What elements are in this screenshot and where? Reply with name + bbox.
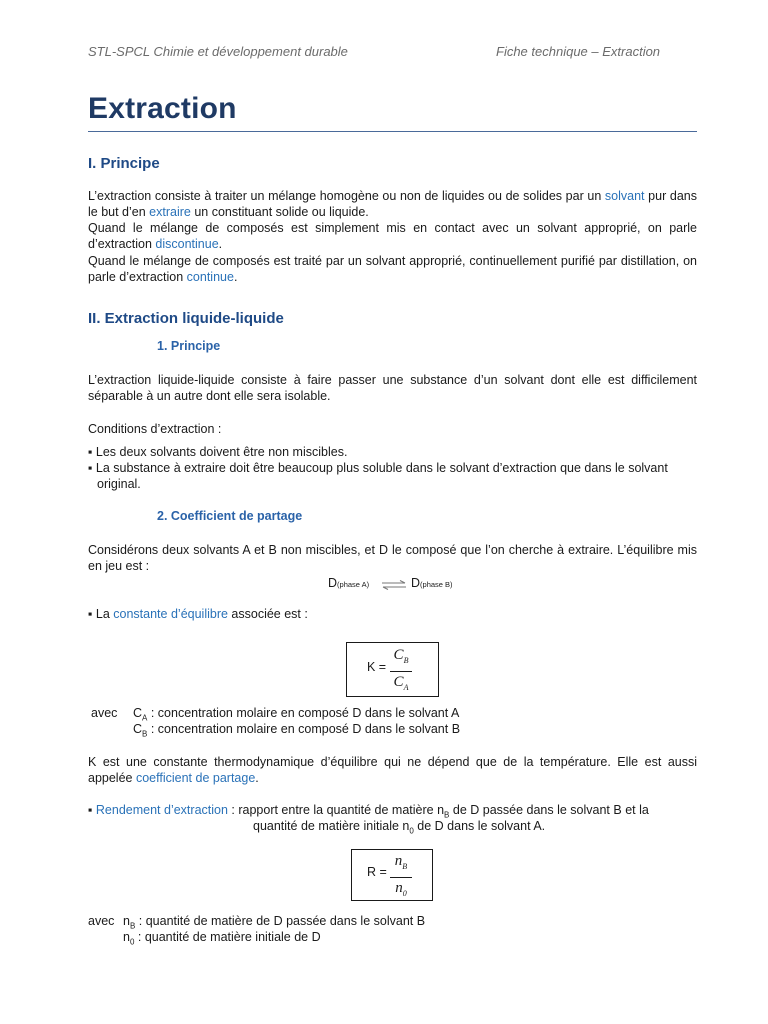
equilibrium-arrows-icon — [381, 577, 407, 595]
ca-definition: $C_A$ : concentration molaire en composé D dans le solvant A — [133, 706, 460, 723]
term-coefficient-partage: coefficient de partage — [135, 771, 256, 786]
section-2-paragraph-2: Considérons deux solvants A et B non miscibles, et D le composé que l’on cherche à extraire. L’équilibre mis en jeu est : — [88, 543, 697, 574]
condition-bullet-1: ▪ Les deux solvants doivent être non miscibles. — [88, 445, 348, 459]
k-intro: ▪ La constante d’équilibre associée est : — [88, 607, 308, 621]
title-divider — [88, 131, 697, 132]
page-title: Extraction — [88, 92, 237, 125]
r-formula-box — [351, 849, 433, 901]
section-1-heading: I. Principe — [88, 155, 160, 172]
term-constante-equilibre: constante d’équilibre — [113, 607, 228, 621]
r-formula-label: R = — [367, 865, 387, 879]
n0-definition: $n_0$ : quantité de matière initiale de D — [123, 930, 321, 947]
condition-bullet-2: ▪ La substance à extraire doit être beaucoup plus soluble dans le solvant d’extraction que dans le solvant — [88, 461, 668, 475]
k-description: K est une constante thermodynamique d’équilibre qui ne dépend que de la température. Elle est aussi appelée coefficient de partage. — [88, 755, 697, 786]
avec-label-1: avec — [91, 706, 118, 720]
cb-definition: $C_B$ : concentration molaire en composé D dans le solvant B — [133, 722, 461, 739]
r-numerator: $n_B$ — [394, 853, 408, 871]
subsection-coefficient-heading: 2. Coefficient de partage — [157, 509, 303, 523]
k-denominator: $C_A$ — [393, 674, 409, 692]
k-numerator: $C_B$ — [393, 647, 409, 665]
k-formula-box — [346, 642, 439, 697]
term-discontinue: discontinue — [155, 237, 219, 252]
r-denominator: $n_0$ — [395, 880, 407, 898]
section-2-paragraph-1: L’extraction liquide-liquide consiste à faire passer une substance d’un solvant dont elle est difficilement séparable à un autre dont elle sera isolable. — [88, 373, 697, 404]
r-fraction — [390, 852, 412, 903]
term-solvant: solvant — [604, 189, 645, 203]
header-right: Fiche technique – Extraction — [496, 44, 661, 59]
condition-bullet-2-cont: original. — [97, 477, 141, 491]
term-continue: continue — [186, 270, 234, 285]
avec-label-2: avec — [88, 914, 115, 928]
section-1-paragraph-2: Quand le mélange de composés est simplement mis en contact avec un solvant approprié, on parle d’extraction discontinue. — [88, 221, 697, 252]
equilibrium-right: D(phase B) — [411, 576, 453, 590]
section-2-heading: II. Extraction liquide-liquide — [88, 310, 284, 327]
section-1-paragraph-3: Quand le mélange de composés est traité par un solvant approprié, continuellement purifié par distillation, on parle d’extraction continue. — [88, 254, 697, 285]
equilibrium-left: D(phase A) — [328, 576, 370, 590]
rendement-intro-cont: quantité de matière initiale $n_0$ de D dans le solvant A. — [253, 819, 546, 836]
term-extraire: extraire — [149, 205, 191, 220]
header-left: STL-SPCL Chimie et développement durable — [88, 44, 348, 59]
conditions-label: Conditions d’extraction : — [88, 422, 222, 436]
rendement-intro: ▪ Rendement d’extraction : rapport entre la quantité de matière $n_B$ de D passée dans le solvant B et la — [88, 803, 649, 820]
k-fraction — [390, 646, 412, 697]
subsection-principe-heading: 1. Principe — [157, 339, 221, 353]
nb-definition: $n_B$ : quantité de matière de D passée dans le solvant B — [123, 914, 426, 931]
k-formula-label: K = — [367, 660, 387, 674]
term-rendement-extraction: Rendement d’extraction — [95, 803, 228, 817]
section-1-paragraph-1: L’extraction consiste à traiter un mélange homogène ou non de liquides ou de solides par un solvant pur dans le but d’en extraire un constituant solide ou liquide. — [88, 189, 697, 220]
